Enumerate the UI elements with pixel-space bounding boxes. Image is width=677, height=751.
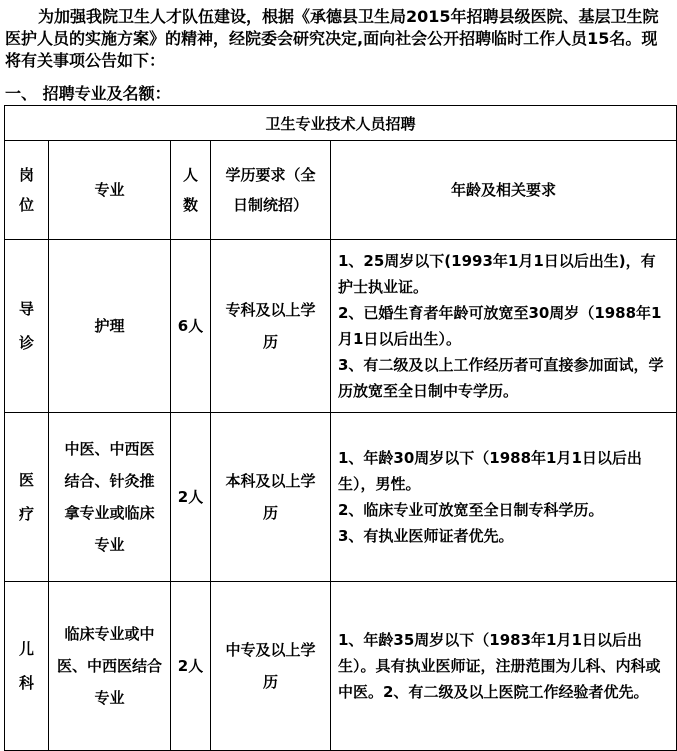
requirement-line: 1、年龄30周岁以下（1988年1月1日以后出生），男性。	[338, 449, 642, 493]
header-count: 人数	[171, 141, 211, 240]
row-major: 护理	[49, 240, 171, 413]
row-count: 2人	[171, 582, 211, 751]
requirement-line: 2、临床专业可放宽至全日制专科学历。	[338, 501, 604, 519]
row-requirements	[331, 582, 677, 751]
row-requirements	[331, 413, 677, 582]
requirement-line: 1、25周岁以下(1993年1月1日以后出生)，有护士执业证。	[338, 252, 656, 296]
section-title: 一、 招聘专业及名额：	[5, 84, 171, 103]
requirement-line: 1、年龄35周岁以下（1983年1月1日以后出生）。具有执业医师证，注册范围为儿科、内科或中医。2、有二级及以上医院工作经验者优先。	[338, 631, 661, 701]
table-row	[5, 413, 677, 582]
requirement-line: 3、有执业医师证者优先。	[338, 527, 514, 545]
row-education: 本科及以上学历	[211, 413, 331, 582]
header-requirements: 年龄及相关要求	[331, 141, 677, 240]
table-row	[5, 240, 677, 413]
row-education: 中专及以上学历	[211, 582, 331, 751]
table-header-row	[5, 141, 677, 240]
intro-paragraph: 为加强我院卫生人才队伍建设，根据《承德县卫生局2015年招聘县级医院、基层卫生院医护人员的实施方案》的精神，经院委会研究决定,面向社会公开招聘临时工作人员15名。现将有关事项公告如下：	[5, 7, 659, 70]
row-education: 专科及以上学历	[211, 240, 331, 413]
requirement-line: 3、有二级及以上工作经历者可直接参加面试，学历放宽至全日制中专学历。	[338, 356, 664, 400]
row-major: 中医、中西医结合、针灸推拿专业或临床专业	[49, 413, 171, 582]
row-requirements	[331, 240, 677, 413]
table-caption: 卫生专业技术人员招聘	[5, 106, 677, 141]
header-education: 学历要求（全日制统招）	[211, 141, 331, 240]
row-count: 6人	[171, 240, 211, 413]
row-position: 儿科	[5, 582, 49, 751]
row-count: 2人	[171, 413, 211, 582]
header-major: 专业	[49, 141, 171, 240]
row-major: 临床专业或中医、中西医结合专业	[49, 582, 171, 751]
table-row	[5, 582, 677, 751]
requirement-line: 2、已婚生育者年龄可放宽至30周岁（1988年1月1日以后出生）。	[338, 304, 662, 348]
row-position: 导诊	[5, 240, 49, 413]
header-position: 岗位	[5, 141, 49, 240]
recruitment-table	[4, 105, 677, 751]
row-position: 医疗	[5, 413, 49, 582]
